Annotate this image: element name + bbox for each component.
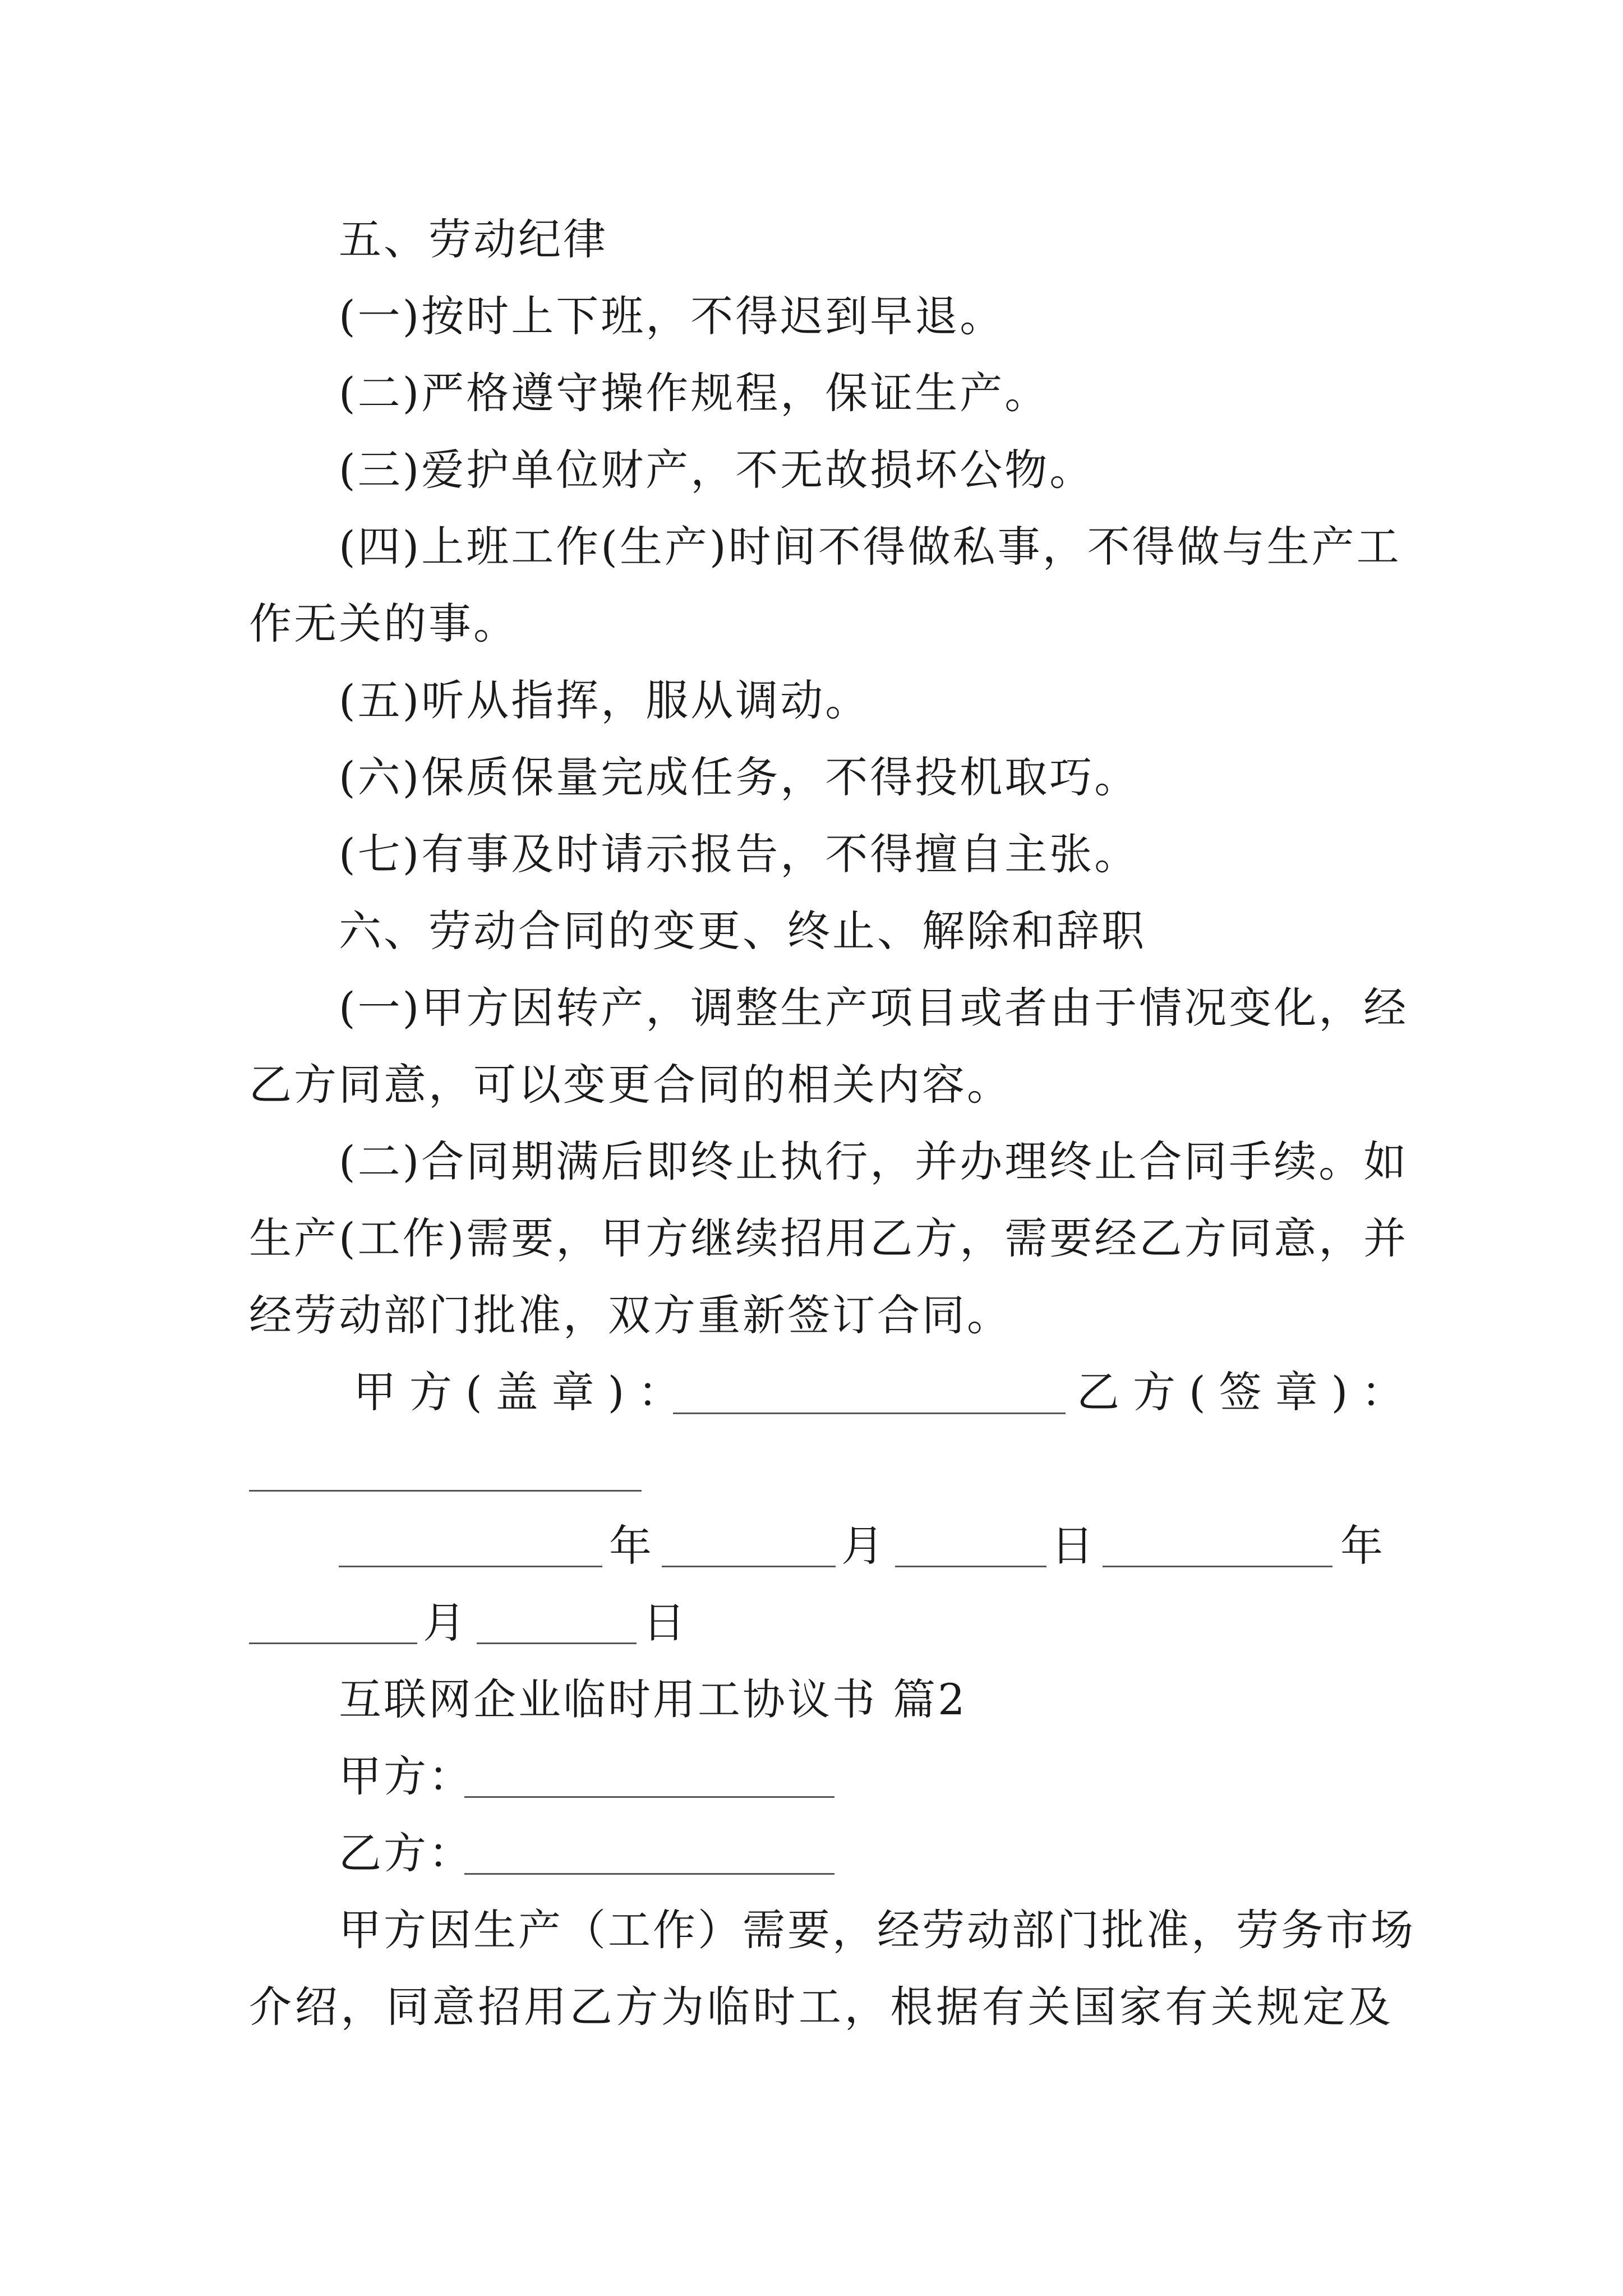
party-a-month-label: 月 <box>841 1521 886 1571</box>
part-2-party-a-blank <box>464 1759 834 1798</box>
section-6-item-2-line-2: 生产(工作)需要，甲方继续招用乙方，需要经乙方同意，并 <box>249 1213 1409 1263</box>
section-5-item-6: (六)保质保量完成任务，不得投机取巧。 <box>339 752 1140 802</box>
party-a-day-label: 日 <box>1051 1521 1096 1571</box>
section-5-item-3: (三)爱护单位财产，不无故损坏公物。 <box>339 445 1095 495</box>
party-a-seal-label: 甲方(盖章)： <box>353 1367 694 1417</box>
section-5-item-1: (一)按时上下班，不得迟到早退。 <box>339 291 1005 341</box>
party-a-seal-blank <box>673 1375 1066 1414</box>
party-b-day-blank <box>477 1605 637 1644</box>
party-a-day-blank <box>895 1529 1046 1567</box>
section-5-item-4-line-1: (四)上班工作(生产)时间不得做私事，不得做与生产工 <box>339 522 1401 572</box>
party-b-year-label: 年 <box>1340 1521 1385 1571</box>
section-5-item-4-line-2: 作无关的事。 <box>249 599 518 648</box>
section-6-item-2-line-1: (二)合同期满后即终止执行，并办理终止合同手续。如 <box>339 1137 1409 1186</box>
section-6-item-1-line-1: (一)甲方因转产，调整生产项目或者由于情况变化，经 <box>339 983 1409 1033</box>
party-a-year-blank <box>339 1529 602 1567</box>
party-b-year-blank <box>1103 1529 1332 1567</box>
section-5-title: 五、劳动纪律 <box>339 214 608 264</box>
party-b-seal-label: 乙方(签章)： <box>1077 1367 1418 1417</box>
section-6-item-1-line-2: 乙方同意，可以变更合同的相关内容。 <box>249 1060 1012 1110</box>
part-2-party-a-label: 甲方： <box>339 1751 473 1801</box>
party-b-seal-blank <box>249 1453 642 1492</box>
part-2-party-b-label: 乙方： <box>339 1828 473 1878</box>
section-5-item-7: (七)有事及时请示报告，不得擅自主张。 <box>339 829 1140 879</box>
section-5-item-5: (五)听从指挥，服从调动。 <box>339 675 870 725</box>
section-6-title: 六、劳动合同的变更、终止、解除和辞职 <box>339 906 1146 956</box>
part-2-title: 互联网企业临时用工协议书 篇2 <box>339 1674 967 1724</box>
party-a-year-label: 年 <box>609 1521 654 1571</box>
part-2-party-b-blank <box>464 1836 834 1875</box>
party-b-month-label: 月 <box>423 1598 468 1648</box>
section-6-item-2-line-3: 经劳动部门批准，双方重新签订合同。 <box>249 1290 1012 1340</box>
section-5-item-2: (二)严格遵守操作规程，保证生产。 <box>339 368 1050 418</box>
party-b-month-blank <box>249 1605 417 1644</box>
part-2-paragraph-line-1: 甲方因生产（工作）需要，经劳动部门批准，劳务市场 <box>339 1905 1415 1955</box>
party-a-month-blank <box>662 1529 836 1567</box>
part-2-paragraph-line-2: 介绍，同意招用乙方为临时工，根据有关国家有关规定及 <box>249 1982 1393 2032</box>
party-b-day-label: 日 <box>643 1598 688 1648</box>
